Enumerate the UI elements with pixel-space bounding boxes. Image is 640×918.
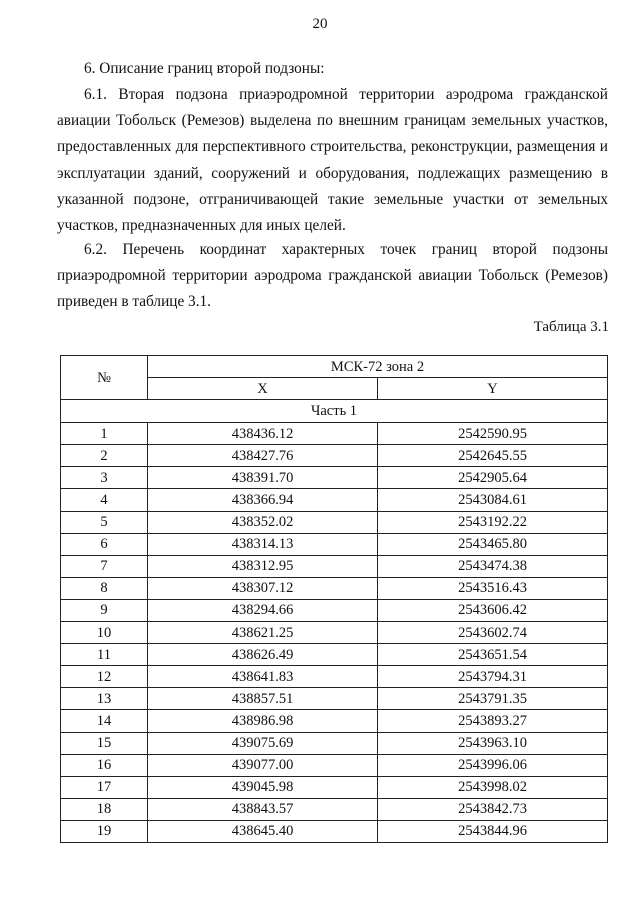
point-number-cell: 16 <box>61 754 148 776</box>
x-coordinate-cell: 438366.94 <box>148 489 378 511</box>
x-coordinate-cell: 439077.00 <box>148 754 378 776</box>
table-row <box>61 511 608 533</box>
table-row <box>61 754 608 776</box>
table-row <box>61 732 608 754</box>
x-coordinate-cell: 438427.76 <box>148 445 378 467</box>
point-number-cell: 19 <box>61 820 148 842</box>
y-coordinate-cell: 2543606.42 <box>378 599 608 621</box>
point-number-cell: 1 <box>61 423 148 445</box>
table-row <box>61 489 608 511</box>
x-coordinate-cell: 438307.12 <box>148 577 378 599</box>
table-row <box>61 820 608 842</box>
x-coordinate-cell: 438645.40 <box>148 820 378 842</box>
y-coordinate-cell: 2543084.61 <box>378 489 608 511</box>
table-row <box>61 467 608 489</box>
x-coordinate-cell: 438626.49 <box>148 644 378 666</box>
table-row <box>61 710 608 732</box>
point-number-cell: 2 <box>61 445 148 467</box>
table-row <box>61 666 608 688</box>
point-number-cell: 7 <box>61 555 148 577</box>
y-coordinate-cell: 2543651.54 <box>378 644 608 666</box>
page-number: 20 <box>312 16 328 32</box>
point-number-cell: 3 <box>61 467 148 489</box>
x-coordinate-cell: 438621.25 <box>148 622 378 644</box>
table-row <box>61 423 608 445</box>
point-number-cell: 15 <box>61 732 148 754</box>
table-row <box>61 776 608 798</box>
y-coordinate-cell: 2543791.35 <box>378 688 608 710</box>
point-number-cell: 17 <box>61 776 148 798</box>
table-row <box>61 577 608 599</box>
table-row <box>61 798 608 820</box>
table-row <box>61 533 608 555</box>
y-coordinate-cell: 2543602.74 <box>378 622 608 644</box>
point-number-cell: 4 <box>61 489 148 511</box>
header-coordinate-system: МСК-72 зона 2 <box>148 356 608 378</box>
table-row <box>61 445 608 467</box>
x-coordinate-cell: 438436.12 <box>148 423 378 445</box>
x-coordinate-cell: 438857.51 <box>148 688 378 710</box>
point-number-cell: 9 <box>61 599 148 621</box>
y-coordinate-cell: 2543998.02 <box>378 776 608 798</box>
y-coordinate-cell: 2542905.64 <box>378 467 608 489</box>
table-row <box>61 688 608 710</box>
x-coordinate-cell: 438352.02 <box>148 511 378 533</box>
y-coordinate-cell: 2543844.96 <box>378 820 608 842</box>
header-x: X <box>148 378 378 400</box>
table-row <box>61 555 608 577</box>
x-coordinate-cell: 439075.69 <box>148 732 378 754</box>
table-row <box>61 644 608 666</box>
y-coordinate-cell: 2543474.38 <box>378 555 608 577</box>
x-coordinate-cell: 439045.98 <box>148 776 378 798</box>
table-caption: Таблица 3.1 <box>533 319 609 335</box>
x-coordinate-cell: 438294.66 <box>148 599 378 621</box>
table-row <box>61 622 608 644</box>
paragraph-6-1: 6.1. Вторая подзона приаэродромной территории аэродрома гражданской авиации Тобольск (Ремезов) выделена по внешним границам земельных участков, предоставленных для перспективного строительства, реконструкции, размещения и эксплуатации зданий, сооружений и оборудования, подлежащих размещению в указанной подзоне, отграничивающей такие земельные участки от земельных участков, предназначенных для иных целей. <box>57 86 608 235</box>
y-coordinate-cell: 2543192.22 <box>378 511 608 533</box>
y-coordinate-cell: 2542645.55 <box>378 445 608 467</box>
table-body <box>61 400 608 843</box>
x-coordinate-cell: 438986.98 <box>148 710 378 732</box>
x-coordinate-cell: 438391.70 <box>148 467 378 489</box>
y-coordinate-cell: 2543842.73 <box>378 798 608 820</box>
point-number-cell: 12 <box>61 666 148 688</box>
header-y: Y <box>378 378 608 400</box>
table-row <box>61 599 608 621</box>
x-coordinate-cell: 438641.83 <box>148 666 378 688</box>
x-coordinate-cell: 438312.95 <box>148 555 378 577</box>
point-number-cell: 5 <box>61 511 148 533</box>
x-coordinate-cell: 438843.57 <box>148 798 378 820</box>
point-number-cell: 13 <box>61 688 148 710</box>
y-coordinate-cell: 2542590.95 <box>378 423 608 445</box>
point-number-cell: 18 <box>61 798 148 820</box>
y-coordinate-cell: 2543996.06 <box>378 754 608 776</box>
paragraph-6-2: 6.2. Перечень координат характерных точек границ второй подзоны приаэродромной территории аэродрома гражданской авиации Тобольск (Ремезов) приведен в таблице 3.1. <box>57 241 608 311</box>
y-coordinate-cell: 2543893.27 <box>378 710 608 732</box>
section-heading: 6. Описание границ второй подзоны: <box>84 60 325 77</box>
y-coordinate-cell: 2543465.80 <box>378 533 608 555</box>
coordinates-table <box>60 355 608 843</box>
point-number-cell: 8 <box>61 577 148 599</box>
y-coordinate-cell: 2543516.43 <box>378 577 608 599</box>
point-number-cell: 10 <box>61 622 148 644</box>
y-coordinate-cell: 2543963.10 <box>378 732 608 754</box>
x-coordinate-cell: 438314.13 <box>148 533 378 555</box>
point-number-cell: 6 <box>61 533 148 555</box>
point-number-cell: 14 <box>61 710 148 732</box>
part-label: Часть 1 <box>61 400 608 423</box>
y-coordinate-cell: 2543794.31 <box>378 666 608 688</box>
point-number-cell: 11 <box>61 644 148 666</box>
header-number: № <box>61 356 148 400</box>
